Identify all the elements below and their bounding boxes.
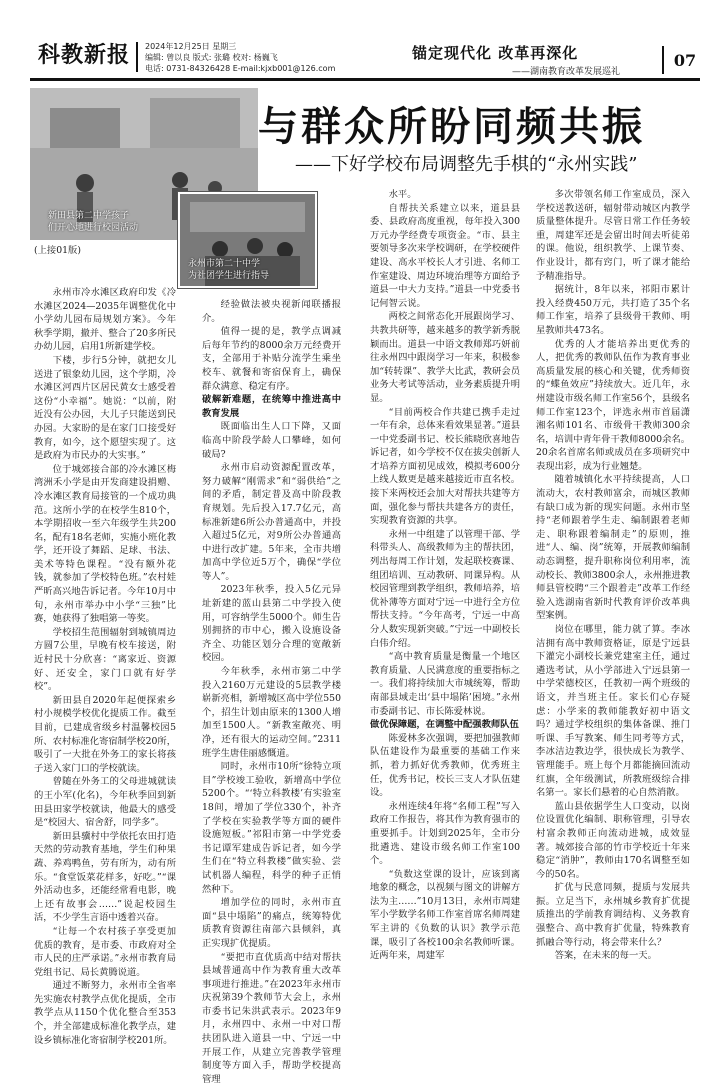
section-slogan: 锚定现代化 改革再深化	[412, 42, 578, 63]
article-paragraph: 今年秋季，永州市第二中学投入2160万元建设的5层教学楼崭新亮相，新增城区高中学位550个，招生计划由原来的1300人增加至1500人。“新教室敞亮、明净，还有很大的运动空间。”2311班学生唐佳丽感慨道。	[202, 665, 341, 760]
article-paragraph: “高中教育质量是衡量一个地区教育质量、人民满意度的重要指标之一。我们将持续加大市城统筹，帮助南部县域走出‘县中塌陷’困境。”永州市委副书记、市长陈爱林说。	[370, 650, 520, 718]
article-column-4	[536, 188, 690, 1056]
article-paragraph: 经验做法被央视新闻联播报介。	[202, 298, 341, 325]
masthead	[0, 0, 725, 86]
article-paragraph: 优秀的人才能培养出更优秀的人，把优秀的教师队伍作为教育事业高质量发展的核心和关键，优秀师资的“蝶鱼效应”持续放大。近几年，永州建设市级名师工作室56个，县级名师工作室123个，评选永州市首届潇湘名师101名、市级骨干教师300余名，培训中青年骨干教师8000余名。20余名首席名师或成员在多项研究中表现出彩，成为行业翘楚。	[536, 338, 690, 474]
continued-label: (上接01版)	[34, 244, 176, 258]
masthead-info	[145, 41, 335, 74]
masthead-rule	[30, 78, 700, 81]
article-paragraph: “负数这堂课的设计，应该到离地象的概念，以视频与图文的讲解方法为主……”10月13日，永州市周建军小学数学名师工作室首席名师周建军主讲的《负数的认识》教学示范课，吸引了各校100余名教师听课。近两年来，周建军	[370, 868, 520, 963]
article-paragraph: 增加学位的同时，永州市直面“县中塌陷”的痛点，统筹特优质教育资源往南部六县倾斜，真正实现扩优提质。	[202, 896, 341, 950]
article-paragraph: 永州市启动资源配置改革，努力破解“刚需求”和“弱供给”之间的矛盾，制定普及高中阶段教育规划。先后投入17.7亿元，高标准新建6所公办普通高中，并投入超过5亿元，对9所公办普通高中进行改扩建。5年来，全市共增加高中学位近5万个，确保“学位等人”。	[202, 461, 341, 583]
article-paragraph: 多次带领名师工作室成员，深入学校送教送研，辐射带动城区内教学质量整体提升。尽管日常工作任务较重，周建军还是会留出时间去听徒弟的课。他说，组织教学、上课节奏、作业设计，都有窍门，听了课才能给予精准指导。	[536, 188, 690, 283]
date-line: 2024年12月25日 星期三	[145, 41, 335, 52]
article-paragraph: 位于城郊接合部的冷水滩区梅湾洲禾小学是由开发商建设捐赠、冷水滩区教育局接管的一个成功典范。这所小学的在校学生810个，本学期招收一至六年级学生共200名，配有18名老师，实施小班化教学，还开设了舞蹈、足球、书法、美术等特色课程。“没有额外花钱，就参加了学校特色班。”农村娃严昕高兴地告诉记者。今年10月中旬，永州市举办中小学“三独”比赛，她获得了独唱第一等奖。	[34, 463, 176, 626]
article-paragraph: “目前两校合作共建已携手走过一年有余，总体来看效果显著。”道县一中党委副书记、校长熊晓欣喜地告诉记者，如今学校不仅在拔尖创新人才培养方面初见成效，模拟考600分上线人数更是越来越接近市直名校。接下来两校还会加大对帮扶共建等方面，强化参与帮扶共建各方的责任，实现教育资源的共享。	[370, 406, 520, 528]
article-paragraph: 陈爱林多次强调，要把加强教师队伍建设作为最重要的基础工作来抓，着力抓好优秀教师，优秀班主任，优秀书记，校长三支人才队伍建设。	[370, 732, 520, 800]
article-paragraph: 永州市冷水滩区政府印发《冷水滩区2024—2035年调整优化中小学幼儿园布局规划方案》。今年秋季学期，撤并、整合了20多所民办幼儿园，启用1所新建学校。	[34, 286, 176, 354]
section-heading: 破解新难题，在统筹中推进高中教育发展	[202, 393, 341, 420]
article-paragraph: “让每一个农村孩子享受更加优质的教育，是市委、市政府对全市人民的庄严承诺。”永州市教育局党组书记、局长黄腾说道。	[34, 925, 176, 979]
article-paragraph: 自帮扶关系建立以来，道县县委、县政府高度重视，每年投入300万元办学经费专项资金。“市、县主要领导多次来学校调研，在学校硬件建设、高水平校长人才引进、名师工作室建设、周边环境治理等方面给予道县一中大力支持。”道县一中党委书记何智云说。	[370, 202, 520, 311]
article-paragraph: 既面临出生人口下降，又面临高中阶段学龄人口攀峰，如何破局?	[202, 420, 341, 461]
article-paragraph: 蓝山县依据学生人口变动，以岗位设置优化编制、职称管理，引导农村富余教师正向流动进城，成效显著。城郊接合部的竹市学校近十年来稳定“消肿”，教师由170名调整至如今的50名。	[536, 800, 690, 882]
masthead-divider	[136, 42, 138, 72]
article-paragraph: 通过不断努力，永州市全省率先实施农村教学点优化提质，全市教学点从1150个优化整合至353个，并全部建成标准化教学点，建设乡镇标准化寄宿制学校201所。	[34, 979, 176, 1047]
article-paragraph: 同时，永州市10所“徐特立项目”学校竣工验收，新增高中学位5200个。“‘特立科教楼’有实验室18间，增加了学位330个，补齐了学校在实验教学等方面的硬件设施短板。”祁阳市第一中学党委书记谭军建成告诉记者，如今学生们在“特立科教楼”做实验、尝试机器人编程，科学的种子正悄然种下。	[202, 760, 341, 896]
article-paragraph: 岗位在哪里，能力就了算。李冰洁拥有高中教师资格证，原是宁远县下灌完小副校长兼党建室主任，通过遴选考试，从小学部进入宁远县第一中学荣德校区，任教初一两个班级的语文，并当班主任。家长们心存疑虑：小学来的教师能教好初中语文吗？通过学校组织的集体备课、推门听课、手写教案、师生同考等方式，李冰洁边教边学，很快成长为教学、管理能手。班上每个月都能摘回流动红旗，全年级测试，所教班级综合排名第一。家长们悬着的心自然消散。	[536, 623, 690, 800]
article-column-3	[370, 188, 520, 1056]
continued-note	[34, 244, 176, 284]
article-paragraph: “要把市直优质高中结对帮扶县域普通高中作为教育重大改革事项进行推进。”在2023年永州市庆祝第39个教师节大会上，永州市委书记朱洪武表示。2023年9月，永州四中、永州一中对口帮扶团队进入道县一中、宁远一中开展工作，从建立完善教学管理制度等方面入手，帮助学校提高管理	[202, 951, 341, 1086]
article-paragraph: 据统计，8年以来，祁阳市累计投入经费450万元，共打造了35个名师工作室，培养了县级骨干教师、明星教师共473名。	[536, 283, 690, 337]
section-series: ——湖南教育改革发展巡礼	[512, 64, 620, 77]
headline: 与群众所盼同频共振	[258, 95, 708, 152]
paper-name: 科教新报	[38, 38, 130, 69]
article-column-2	[202, 298, 341, 1056]
article-paragraph: 新田县骥村中学依托农田打造天然的劳动教育基地，学生们种果蔬、养鸡鸭鱼，劳有所为，动有所乐。“食堂饭菜花样多，好吃。”“课外活动也多，还能经常看电影，晚上还有故事会……”说起校园生活，不少学生言语中透着兴奋。	[34, 830, 176, 925]
article-paragraph: 扩优与民意同频，提质与发展共振。立足当下，永州城乡教育扩优提质推出的学前教育调结构、义务教育强整合、高中教育扩优量，特殊教育抓融合等行动，将会带来什么？	[536, 881, 690, 949]
article-paragraph: 两校之间常态化开展跟岗学习、共教共研等，越来越多的教学新秀脱颖而出。道县一中语文教师郑巧妍前往永州四中跟岗学习一年来，积极参加“转转课”、教学大比武，教研会员业务大考试等活动，业务素质提升明显。	[370, 310, 520, 405]
section-heading: 做优保障题，在调整中配强教师队伍	[370, 718, 520, 732]
masthead-section	[392, 40, 712, 80]
article-paragraph: 下楼，步行5分钟，就把女儿送进了银象幼儿园，这个学期，冷水滩区河西片区居民黄女士感受着这份“小幸福”。她说：“以前，附近没有公办园，大儿子只能送到民办园。大家盼的是在家门口接受好教育，如今，这个愿望实现了。这是政府为市民办的大实事。”	[34, 354, 176, 463]
article-paragraph: 答案，在未来的每一天。	[536, 949, 690, 963]
article-paragraph: 永州连续4年将“名师工程”写入政府工作报告，将其作为教育强市的重要抓手。计划到2025年，全市分批遴选、建设市级名师工作室100个。	[370, 800, 520, 868]
article-paragraph: 水平。	[370, 188, 520, 202]
article-paragraph: 值得一提的是，教学点调减后每年节约的8000余万元经费开支，全部用于补贴分流学生乘坐校车、就餐和寄宿保育上，确保群众满意、稳定有序。	[202, 325, 341, 393]
main-photo-caption: 新田县第二中学孩子 们开心地进行校园活动	[48, 210, 138, 234]
article-paragraph: 学校招生范围辐射到城镇周边方圆7公里，早晚有校车接送，附近村民十分欣喜：“离家近、资源好、还安全，家门口就有好学校”。	[34, 626, 176, 694]
page-number: 07	[662, 46, 706, 74]
article-paragraph: 随着城镇化水平持续提高，人口流动大，农村教师富余，而城区教师有缺口成为新的现实问题。永州市坚持“老师跟着学生走、编制跟着老师走、职称跟着编制走”的原则，推进“人、编、岗”统筹，开展教师编制动态调整，提升职称岗位利用率，流动校长、教师3800余人，永州推进教师县管校聘“三个跟着走”改革工作经验入选湖南省新时代教育评价改革典型案例。	[536, 473, 690, 623]
article-paragraph: 2023年秋季，投入5亿元异址新建的蓝山县第二中学投入使用，可容纳学生5000个。师生告别拥挤的市中心，搬入设施设备齐全、功能区划分合理的宽敞新校园。	[202, 583, 341, 665]
editors-line: 编辑: 曾以良 版式: 张璐 校对: 杨巍飞	[145, 52, 335, 63]
article-paragraph: 曾随在外务工的父母进城就读的王小军(化名)，今年秋季回到新田县田家学校就读，他最大的感受是“校园大、宿舍舒，同学多”。	[34, 775, 176, 829]
article-paragraph: 新田县自2020年起便探索乡村小规模学校优化提质工作。截至目前，已建成省级乡村温馨校园5所、农村标准化寄宿制学校20所，吸引了一大批在外务工的家长将孩子送入家门口的学校就读。	[34, 694, 176, 776]
article-column-1	[34, 286, 176, 1056]
inset-photo-caption: 永州市第二十中学 为社团学生进行指导	[188, 258, 269, 282]
subheadline: ——下好学校布局调整先手棋的“永州实践”	[295, 150, 715, 176]
inset-photo	[178, 192, 317, 288]
contact-line: 电话: 0731-84326428 E-mail:kjxb001@126.com	[145, 63, 335, 74]
article-paragraph: 永州一中组建了以管理干部、学科带头人、高级教师为主的帮扶团，列出每周工作计划，发起联校赛课、组团培训、互动教研、同课异构。从校园管理到教学组织，教师培养，培优补薄等方面对宁远一中进行全方位帮扶支持。“今年高考，宁远一中高分人数实现新突破。”宁远一中副校长白伟介绍。	[370, 528, 520, 650]
